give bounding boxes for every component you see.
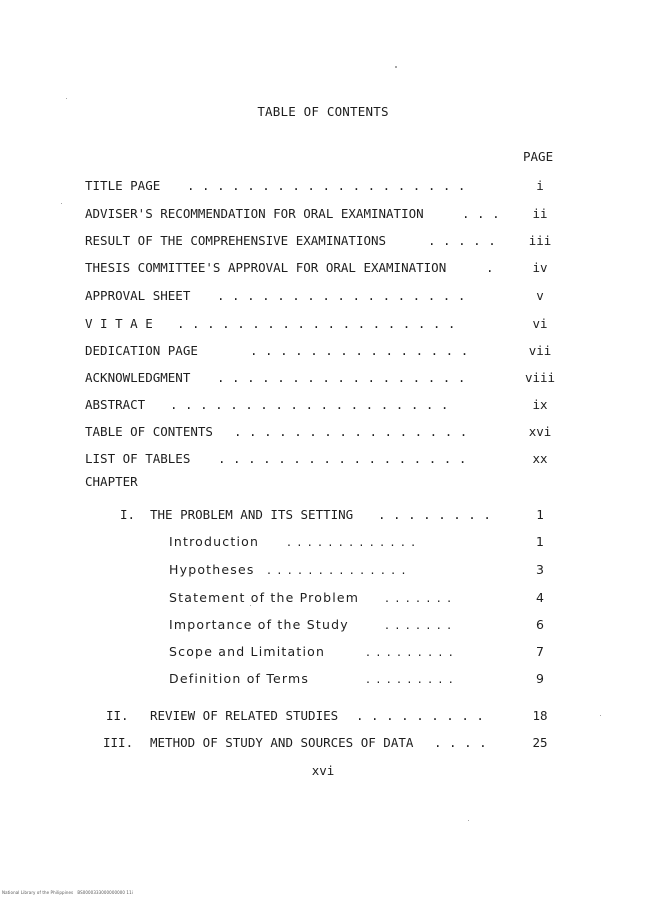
section-page: 1 [536, 534, 544, 549]
toc-entry-page: vii [528, 343, 552, 358]
section-entry [0, 644, 646, 660]
section-label: Scope and Limitation [169, 644, 326, 659]
toc-entry-page: vi [532, 316, 548, 331]
leader-dots: . . . . . . . . . [366, 671, 454, 686]
toc-entry-label: V I T A E [85, 316, 153, 331]
section-page: 4 [536, 590, 544, 605]
toc-entry-label: ADVISER'S RECOMMENDATION FOR ORAL EXAMINATION [85, 206, 424, 221]
scan-stamp: National Library of the Philippines BS0000333000000000 11i [2, 890, 133, 895]
toc-entry [0, 397, 646, 413]
section-entry [0, 671, 646, 687]
toc-entry-label: RESULT OF THE COMPREHENSIVE EXAMINATIONS [85, 233, 387, 248]
page-number: xvi [311, 763, 335, 778]
leader-dots: . . . . . . . . . . . . . . . . . . . [170, 397, 449, 412]
toc-entry-page: iii [528, 233, 552, 248]
toc-entry [0, 343, 646, 359]
leader-dots: . . . [462, 206, 500, 221]
section-label: Statement of the Problem [169, 590, 360, 605]
toc-entry-label: LIST OF TABLES [85, 451, 191, 466]
toc-entry-label: DEDICATION PAGE [85, 343, 198, 358]
toc-entry [0, 206, 646, 222]
toc-entry-page: ii [532, 206, 548, 221]
chapter-title: METHOD OF STUDY AND SOURCES OF DATA [150, 735, 414, 750]
toc-entry [0, 316, 646, 332]
scan-speck [600, 715, 601, 716]
toc-entry-page: v [536, 288, 544, 303]
chapter-numeral: III. [103, 735, 134, 750]
section-page: 7 [536, 644, 544, 659]
toc-entry-label: TABLE OF CONTENTS [85, 424, 213, 439]
toc-entry-page: viii [524, 370, 556, 385]
section-entry [0, 617, 646, 633]
page-title: TABLE OF CONTENTS [257, 104, 389, 119]
toc-entry [0, 370, 646, 386]
toc-entry-label: TITLE PAGE [85, 178, 161, 193]
leader-dots: . . . . . . . . . . . . . . . . . . . [187, 178, 466, 193]
section-entry [0, 534, 646, 550]
chapter-page: 18 [532, 708, 548, 723]
toc-entry [0, 288, 646, 304]
chapter-numeral: II. [106, 708, 129, 723]
chapter-heading: CHAPTER [85, 474, 138, 489]
leader-dots: . . . . . . . . . . . . . . . . [234, 424, 468, 439]
leader-dots: . . . . . [428, 233, 496, 248]
section-label: Introduction [169, 534, 260, 549]
toc-entry [0, 451, 646, 467]
leader-dots: . . . . . . . . . [356, 708, 484, 723]
scan-speck [61, 203, 62, 204]
leader-dots: . [486, 260, 494, 275]
toc-entry-label: ACKNOWLEDGMENT [85, 370, 191, 385]
scan-speck [395, 66, 397, 68]
leader-dots: . . . . . . . . . . . . . [287, 534, 417, 549]
chapter-entry [0, 708, 646, 724]
leader-dots: . . . . . . . . . . . . . . . [250, 343, 469, 358]
toc-entry-page: xvi [528, 424, 552, 439]
chapter-page: 1 [536, 507, 544, 522]
section-page: 3 [536, 562, 544, 577]
leader-dots: . . . . . . . . . . . . . . . . . [217, 370, 466, 385]
chapter-entry [0, 735, 646, 751]
toc-entry-label: THESIS COMMITTEE'S APPROVAL FOR ORAL EXAMINATION [85, 260, 447, 275]
chapter-entry [0, 507, 646, 523]
section-entry [0, 562, 646, 578]
section-entry [0, 590, 646, 606]
section-page: 6 [536, 617, 544, 632]
toc-entry [0, 233, 646, 249]
leader-dots: . . . . . . . [385, 617, 453, 632]
toc-entry-page: i [536, 178, 544, 193]
leader-dots: . . . . . . . . . [366, 644, 454, 659]
page-column-header: PAGE [523, 149, 554, 164]
toc-entry-label: APPROVAL SHEET [85, 288, 191, 303]
leader-dots: . . . . . . . [385, 590, 453, 605]
chapter-page: 25 [532, 735, 548, 750]
toc-entry [0, 424, 646, 440]
leader-dots: . . . . . . . . . . . . . . [267, 562, 407, 577]
leader-dots: . . . . . . . . . . . . . . . . . [217, 288, 466, 303]
chapter-numeral: I. [120, 507, 136, 522]
chapter-title: THE PROBLEM AND ITS SETTING [150, 507, 354, 522]
section-label: Importance of the Study [169, 617, 349, 632]
scan-speck [66, 98, 67, 99]
scan-speck [468, 820, 469, 821]
section-label: Definition of Terms [169, 671, 310, 686]
toc-entry-page: xx [532, 451, 548, 466]
leader-dots: . . . . [434, 735, 487, 750]
toc-entry [0, 260, 646, 276]
leader-dots: . . . . . . . . . . . . . . . . . [218, 451, 467, 466]
toc-entry-page: ix [532, 397, 548, 412]
leader-dots: . . . . . . . . . . . . . . . . . . . [177, 316, 456, 331]
section-page: 9 [536, 671, 544, 686]
leader-dots: . . . . . . . . [378, 507, 491, 522]
toc-entry-label: ABSTRACT [85, 397, 146, 412]
toc-entry-page: iv [532, 260, 548, 275]
section-label: Hypotheses [169, 562, 255, 577]
toc-entry [0, 178, 646, 194]
scan-speck [250, 605, 251, 606]
chapter-title: REVIEW OF RELATED STUDIES [150, 708, 339, 723]
